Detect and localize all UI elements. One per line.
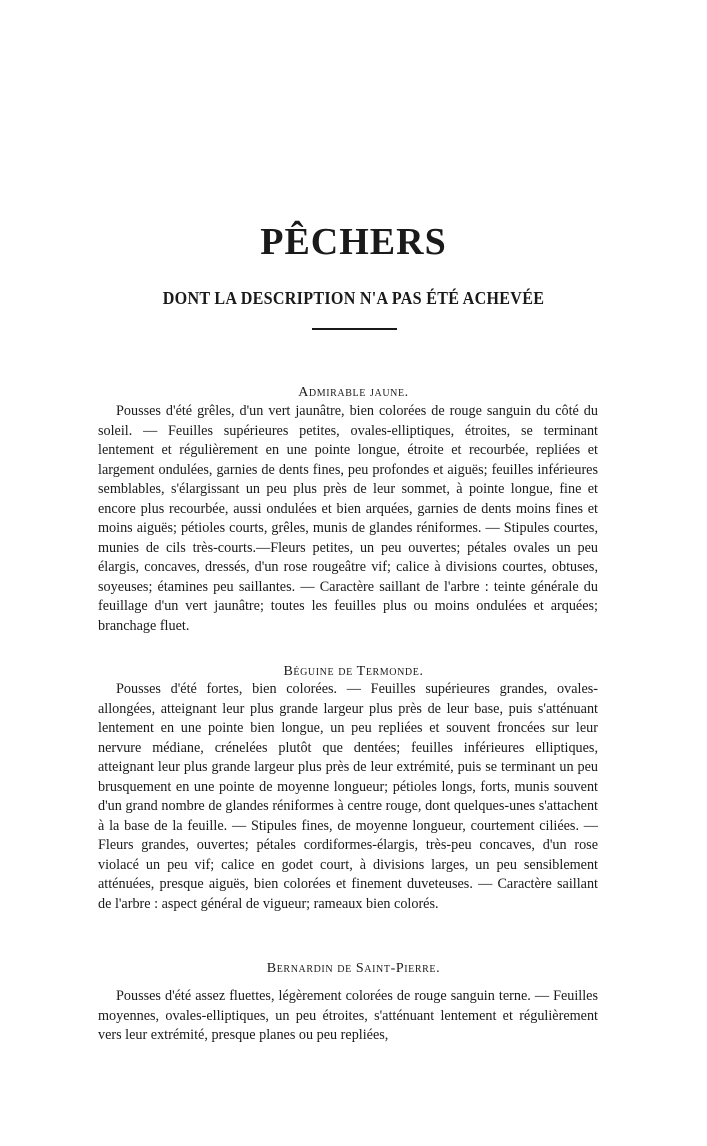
- section-heading-admirable-jaune: Admirable jaune.: [298, 385, 409, 400]
- page-subtitle: DONT LA DESCRIPTION N'A PAS ÉTÉ ACHEVÉE: [162, 288, 545, 308]
- title-divider: [312, 328, 397, 330]
- section-text-beguine-de-termonde: Pousses d'été fortes, bien colorées. — Feuilles supérieures grandes, ovales-allongées, atteignant leur plus grande largeur plus près de leur base, puis s'atténuant lentement en une pointe bien longue, un peu repliées et souvent froncées sur leur nervure médiane, crénelées plutôt que dentées; feuilles inférieures elliptiques, atteignant leur plus grande largeur plus près de leur extrémité, puis se terminant un peu brusquement en une pointe de moyenne longueur; pétioles longs, forts, munis souvent d'un grand nombre de glandes réniformes à centre rouge, dont quelques-unes s'attachent à la base de la feuille. — Stipules fines, de moyenne longueur, courtement ciliées. — Fleurs grandes, ouvertes; pétales cordiformes-élargis, très-peu concaves, d'un rose violacé un peu vif; calice en godet court, à divisions larges, un peu sensiblement atténuées, presque aiguës, bien colorées et finement duveteuses. — Caractère saillant de l'arbre : aspect général de vigueur; rameaux bien colorés.: [98, 681, 598, 912]
- section-text-bernardin-de-saint-pierre: Pousses d'été assez fluettes, légèrement colorées de rouge sanguin terne. — Feuilles moyennes, ovales-elliptiques, un peu étroites, s'atténuant lentement et régulièrement vers leur extrémité, presque planes ou peu repliées,: [98, 988, 598, 1043]
- section-heading-beguine-de-termonde: Béguine de Termonde.: [283, 664, 424, 679]
- section-heading-bernardin-de-saint-pierre: Bernardin de Saint-Pierre.: [266, 961, 441, 976]
- page-title: PÊCHERS: [260, 221, 447, 263]
- section-text-admirable-jaune: Pousses d'été grêles, d'un vert jaunâtre, bien colorées de rouge sanguin du côté du soleil. — Feuilles supérieures petites, ovales-elliptiques, étroites, se terminant lentement et régulièrement en une pointe longue, étroite et recourbée, repliées et largement ondulées, garnies de dents fines, peu profondes et aiguës; feuilles inférieures semblables, s'élargissant un peu plus près de leur sommet, à pointe longue, fine et encore plus recourbée, aussi ondulées et bien arquées, garnies de dents moins fines et moins aiguës; pétioles courts, grêles, munis de glandes réniformes. — Stipules courtes, munies de cils très-courts.—Fleurs petites, un peu ouvertes; pétales ovales un peu élargis, concaves, dressés, d'un rose rougeâtre vif; calice à divisions courtes, obtuses, soyeuses; étamines peu saillantes. — Caractère saillant de l'arbre : teinte générale du feuillage d'un vert jaunâtre; toutes les feuilles plus ou moins ondulées et arquées; branchage fluet.: [98, 403, 598, 634]
